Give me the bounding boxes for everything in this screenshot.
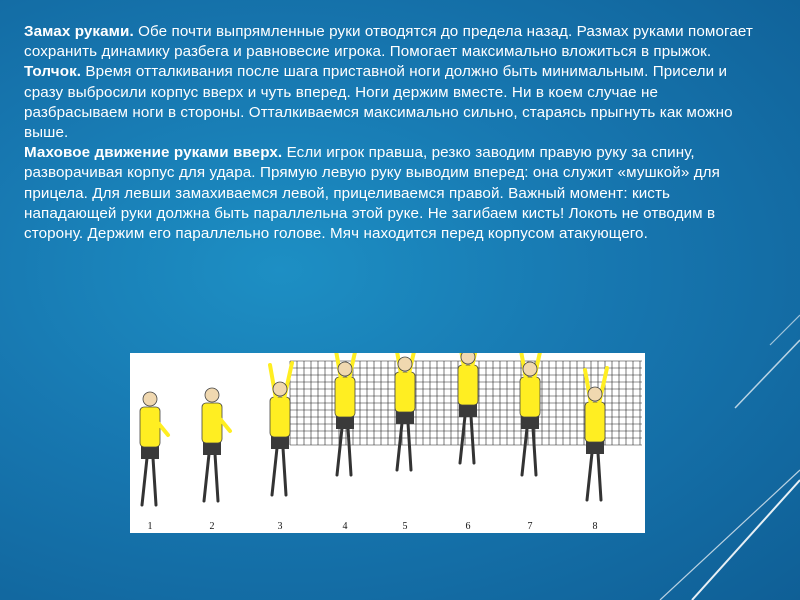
term-takeoff: Толчок. — [24, 63, 82, 81]
frame-number-label: 7 — [527, 521, 533, 532]
text-arm-swing-up: Если игрок правша, резко заводим правую руку за спину, разворачивая корпус для удара. Прямую левую руку выводим вперед: она служит «мушкой» для прицела. Для левши замахиваемся левой, прицеливаемся правой. Важный момент: кисть нападающей руки должна быть параллельна этой руке. Не загибаем кисть! Локоть не отводим в сторону. Держим его параллельно голове. Мяч находится перед корпусом атакующего. — [24, 144, 720, 243]
text-takeoff: Время отталкивания после шага приставной ноги должно быть минимальным. Присели и сразу выбросили корпус вверх и чуть вперед. Ноги держим вместе. Ни в коем случае не разбрасываем ноги в стороны. Отталкиваемся максимально сильно, стараясь прыгнуть как можно выше. — [24, 63, 733, 142]
deco-line — [660, 470, 800, 600]
frame-number-label: 1 — [147, 521, 153, 532]
deco-line — [735, 340, 800, 408]
frame-number-label: 6 — [465, 521, 471, 532]
text-arm-swing: Обе почти выпрямленные руки отводятся до предела назад. Размах руками помогает сохранить динамику разбега и равновесие игрока. Помогает максимально вложиться в прыжок. — [24, 23, 753, 61]
term-arm-swing-up: Маховое движение руками вверх. — [24, 144, 283, 162]
term-arm-swing: Замах руками. — [24, 23, 134, 40]
frame-number-label: 3 — [277, 521, 283, 532]
frame-number-label: 8 — [592, 521, 598, 532]
frame-number-label: 2 — [209, 521, 215, 532]
frame-number-label: 5 — [402, 521, 408, 532]
frame-number-label: 4 — [342, 521, 348, 532]
deco-line — [692, 480, 800, 600]
deco-line — [770, 315, 800, 345]
